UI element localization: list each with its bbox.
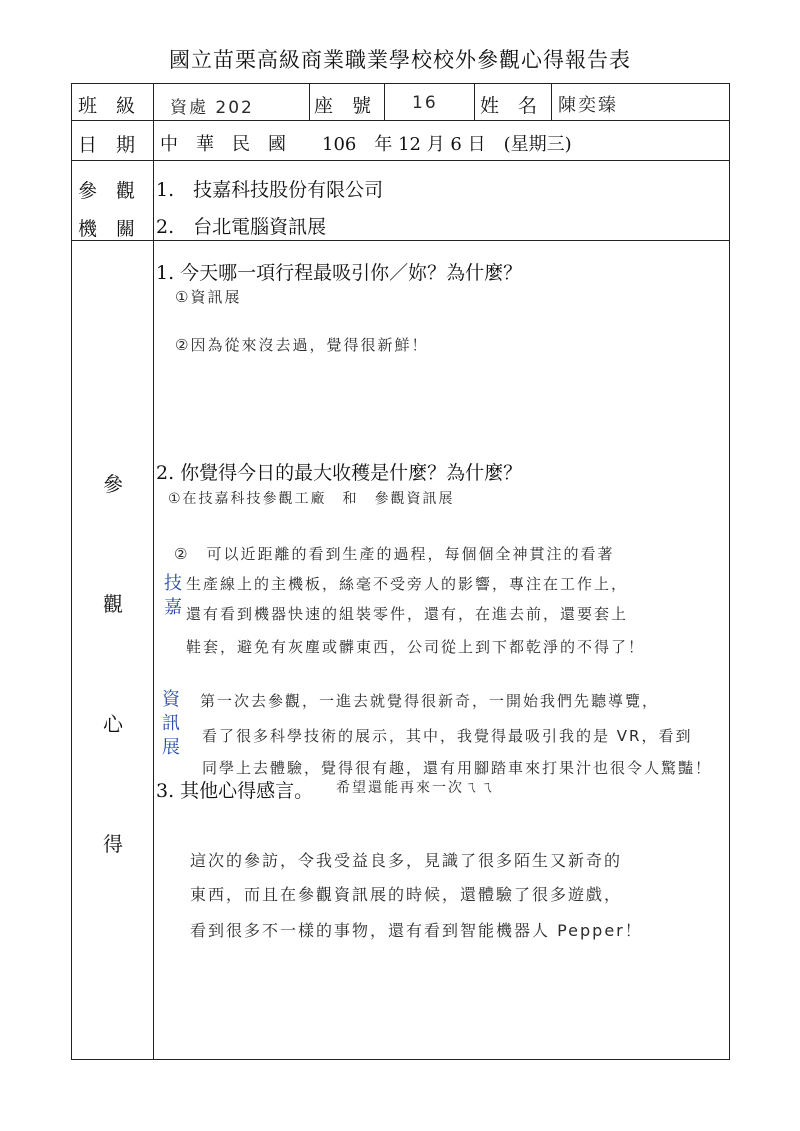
class-value: 資處 202 — [170, 98, 254, 118]
answer-1-line: ①資訊展 — [175, 288, 242, 306]
grid-line — [71, 83, 72, 1059]
side-label-char: 參 — [103, 472, 123, 496]
grid-line — [71, 240, 730, 241]
grid-line — [309, 83, 310, 120]
visit-label-2: 機 關 — [78, 218, 136, 240]
form-title: 國立苗栗高級商業職業學校校外參觀心得報告表 — [169, 48, 631, 72]
answer-1-line: ②因為從來沒去過，覺得很新鮮！ — [175, 336, 429, 354]
answer-2-line: 同學上去體驗，覺得很有趣，還有用腳踏車來打果汁也很令人驚豔！ — [202, 759, 713, 777]
grid-line — [551, 83, 552, 120]
date-label: 日 期 — [78, 134, 136, 156]
grid-line — [71, 1059, 730, 1060]
grid-line — [474, 83, 475, 120]
answer-2-line: 生產線上的主機板，絲毫不受旁人的影響，專注在工作上， — [186, 575, 629, 593]
side-label-char: 心 — [103, 712, 123, 736]
question-3: 3. 其他心得感言。 — [156, 780, 314, 802]
seat-value: 16 — [412, 93, 438, 113]
name-value: 陳奕臻 — [558, 95, 618, 116]
visit-item-2: 2. 台北電腦資訊展 — [156, 216, 327, 238]
class-label: 班 級 — [78, 95, 136, 117]
name-label: 姓 名 — [480, 95, 538, 117]
answer-2-line: ①在技嘉科技參觀工廠 和 參觀資訊展 — [168, 491, 455, 507]
answer-3-line: 東西，而且在參觀資訊展的時候，還體驗了很多遊戲， — [190, 885, 623, 904]
date-value: 中 華 民 國 106 年 12 月 6 日 (星期三) — [160, 134, 572, 155]
answer-2-line: ② 可以近距離的看到生產的過程，每個個全神貫注的看著 — [174, 545, 615, 563]
side-label-char: 得 — [103, 832, 123, 856]
grid-line — [384, 83, 385, 120]
answer-3-line: 這次的參訪，令我受益良多，見識了很多陌生又新奇的 — [190, 851, 623, 870]
grid-line — [71, 120, 730, 121]
grid-line — [729, 83, 730, 1059]
answer-2-line: 還有看到機器快速的組裝零件，還有，在進去前，還要套上 — [186, 605, 629, 623]
grid-line — [71, 83, 730, 84]
answer-3-inline: 希望還能再來一次ㄟㄟ — [336, 780, 496, 796]
answer-2-line: 看了很多科學技術的展示，其中，我覺得最吸引我的是 VR，看到 — [202, 727, 693, 745]
answer-2-line: 鞋套，避免有灰塵或髒東西，公司從上到下都乾淨的不得了！ — [186, 638, 646, 656]
side-label-char: 觀 — [103, 592, 123, 616]
question-1: 1. 今天哪一項行程最吸引你／妳？為什麼？ — [156, 262, 523, 284]
visit-item-1: 1. 技嘉科技股份有限公司 — [156, 179, 384, 201]
grid-line — [71, 160, 730, 161]
visit-label-1: 參 觀 — [78, 180, 136, 202]
grid-line — [153, 83, 154, 1059]
margin-tag-gigabyte: 技嘉 — [164, 573, 182, 618]
question-2: 2. 你覺得今日的最大收穫是什麼？為什麼？ — [156, 462, 523, 484]
answer-3-line: 看到很多不一樣的事物，還有看到智能機器人 Pepper！ — [190, 921, 643, 940]
answer-2-line: 第一次去參觀，一進去就覺得很新奇，一開始我們先聽導覽， — [200, 692, 660, 710]
seat-label: 座 號 — [314, 95, 372, 117]
margin-tag-computex: 資訊展 — [162, 689, 180, 758]
